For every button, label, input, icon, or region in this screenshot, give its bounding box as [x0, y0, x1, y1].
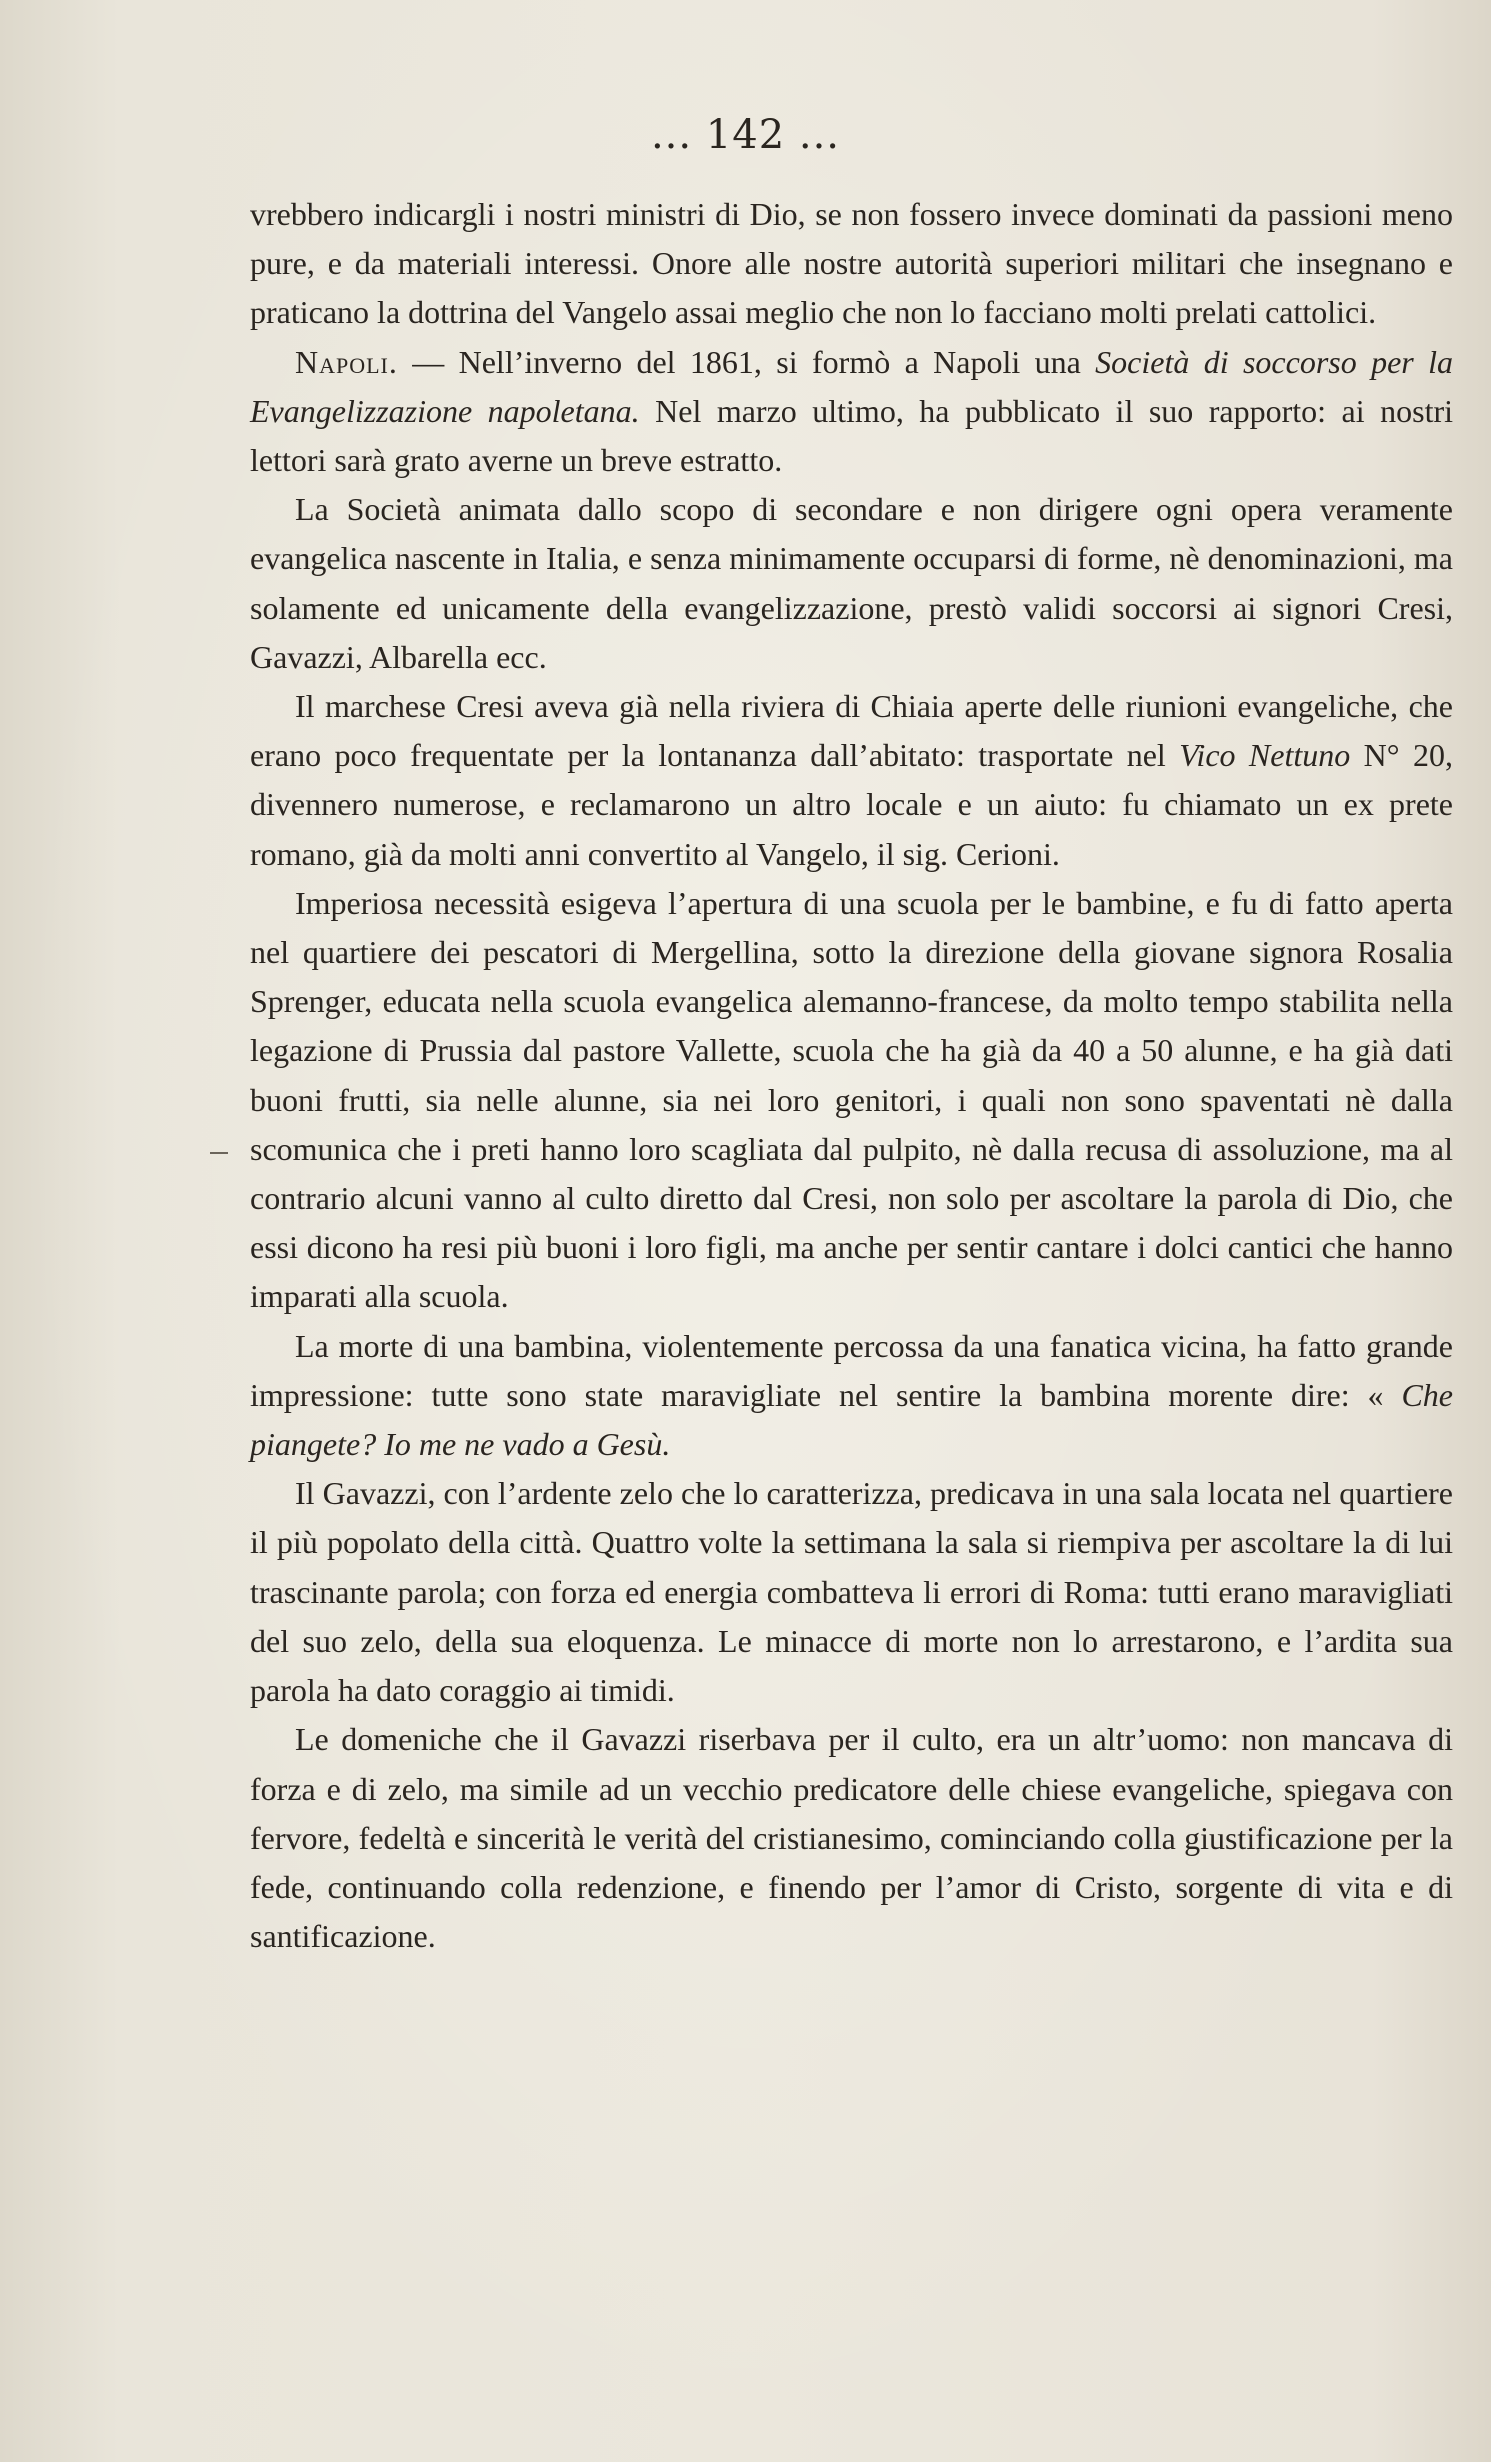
quotation: Che piangete? Io me ne vado a Gesù.	[250, 1376, 1453, 1463]
body-text	[250, 190, 1453, 1961]
society-name: Società di soccorso per la Evangelizzazione napoletana.	[250, 343, 1454, 429]
page-number: ... 142 ...	[650, 112, 841, 158]
paragraph-3: La Società animata dallo scopo di secondare e non dirigere ogni opera veramente evangelica nascente in Italia, e senza minimamente occuparsi di forme, nè denominazioni, ma solamente ed unicamente della evangelizzazione, prestò validi soccorsi ai signori Cresi, Gavazzi, Albarella ecc.	[250, 491, 1453, 675]
paragraph-4-text-a: Il marchese Cresi aveva già nella riviera di Chiaia aperte delle riunioni evangeliche, che erano poco frequentate per la lontananza dall’abitato: trasportate nel	[250, 688, 1453, 774]
paragraph-4-text-b: N° 20, divennero numerose, e reclamarono un altro locale e un aiuto: fu chiamato un ex prete romano, già da molti anni convertito al Vangelo, il sig. Cerioni.	[250, 737, 1454, 872]
street-name: Vico Nettuno	[1179, 737, 1351, 774]
paragraph-2	[250, 338, 1453, 486]
paragraph-7: Il Gavazzi, con l’ardente zelo che lo caratterizza, predicava in una sala locata nel quartiere il più popolato della città. Quattro volte la settimana la sala si riempiva per ascoltare la di lui trascinante parola; con forza ed energia combatteva li errori di Roma: tutti erano maravigliati del suo zelo, della sua eloquenza. Le minacce di morte non lo arrestarono, e l’ardita sua parola ha dato coraggio ai timidi.	[250, 1475, 1453, 1709]
paragraph-2-text-a: — Nell’inverno del 1861, si formò a Napoli una	[397, 343, 1096, 380]
paragraph-6-text-a: La morte di una bambina, violentemente percossa da una fanatica vicina, ha fatto grande impressione: tutte sono state maravigliate nel sentire la bambina morente dire: «	[250, 1327, 1453, 1413]
paragraph-2-text-b: Nel marzo ultimo, ha pubblicato il suo rapporto: ai nostri lettori sarà grato averne un breve estratto.	[250, 392, 1454, 479]
paragraph-8: Le domeniche che il Gavazzi riserbava per il culto, era un altr’uomo: non mancava di forza e di zelo, ma simile ad un vecchio predicatore delle chiese evangeliche, spiegava con fervore, fedeltà e sincerità le verità del cristianesimo, cominciando colla giustificazione per la fede, continuando colla redenzione, e finendo per l’amor di Cristo, sorgente di vita e di santificazione.	[250, 1721, 1453, 1955]
margin-mark	[210, 1152, 228, 1154]
paragraph-1: vrebbero indicargli i nostri ministri di Dio, se non fossero invece dominati da passioni meno pure, e da materiali interessi. Onore alle nostre autorità superiori militari che insegnano e praticano la dottrina del Vangelo assai meglio che non lo facciano molti prelati cattolici.	[250, 196, 1453, 331]
paragraph-4	[250, 682, 1453, 879]
paragraph-5: Imperiosa necessità esigeva l’apertura di una scuola per le bambine, e fu di fatto aperta nel quartiere dei pescatori di Mergellina, sotto la direzione della giovane signora Rosalia Sprenger, educata nella scuola evangelica alemanno-francese, da molto tempo stabilita nella legazione di Prussia dal pastore Vallette, scuola che ha già da 40 a 50 alunne, e ha già dati buoni frutti, sia nelle alunne, sia nei loro genitori, i quali non sono spaventati nè dalla scomunica che i preti hanno loro scagliata dal pulpito, nè dalla recusa di assoluzione, ma al contrario alcuni vanno al culto diretto dal Cresi, non solo per ascoltare la parola di Dio, che essi dicono ha resi più buoni i loro figli, ma anche per sentir cantare i dolci cantici che hanno imparati alla scuola.	[250, 884, 1453, 1315]
paragraph-6	[250, 1322, 1453, 1470]
place-heading: Napoli.	[295, 343, 398, 380]
